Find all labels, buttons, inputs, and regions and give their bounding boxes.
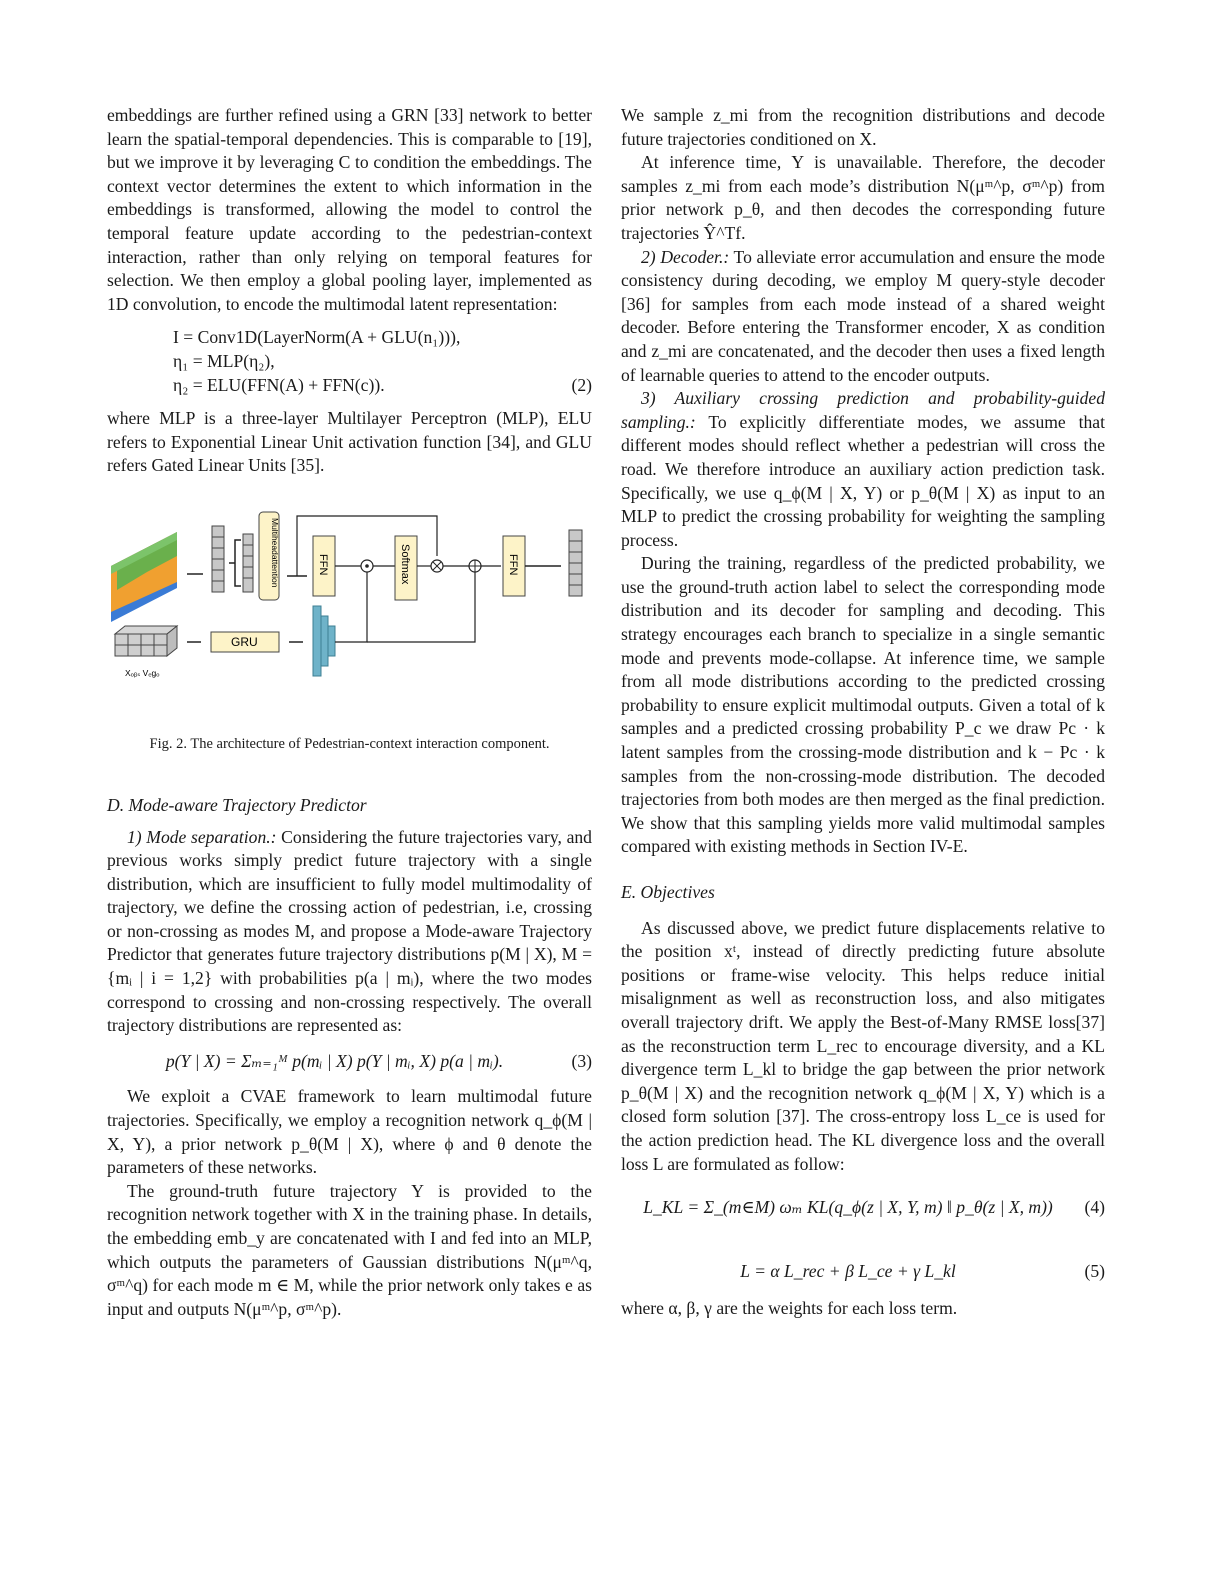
context-image [111, 532, 177, 622]
equation-3-number: (3) [571, 1050, 592, 1071]
equation-5-number: (5) [1084, 1260, 1105, 1281]
equation-4-number: (4) [1084, 1197, 1105, 1218]
right-paragraph-4: 3) Auxiliary crossing prediction and probability-guided sampling.: To explicitly differentiate modes, we assume that different modes should reflect whether a pedestrian will cross the road. We therefore introduce an auxiliary action prediction task. Specifically, we use q_ϕ(M | X, Y) or p_θ(M | X) as input to an MLP to predict the crossing probability for weighting the sampling process. [621, 388, 1105, 550]
right-paragraph-7: where α, β, γ are the weights for each loss term. [621, 1298, 958, 1319]
conv-pyramid [313, 606, 335, 676]
xobs-vego-label: Xₒᵦₛ Vₑgₒ [125, 667, 160, 678]
softmax-label: Softmax [399, 543, 411, 585]
equation-2-line-1: I = Conv1D(LayerNorm(A + GLU(n₁))), [173, 327, 461, 348]
architecture-diagram [107, 506, 592, 706]
right-paragraph-6: As discussed above, we predict future displacements relative to the position xᵗ, instead of directly predicting future absolute positions or frame-wise velocity. This helps reduce initial misalignment as well as reconstruction loss, and also mitigates overall trajectory drift. We apply the Best-of-Many RMSE loss[37] as the reconstruction term L_rec to encourage diversity, and a KL divergence term L_kl to bridge the gap between the prior network p_θ(M | X) and the recognition network q_ϕ(M | X, Y) which is a closed form solution [37]. The cross-entropy loss L_ce is used for the action prediction head. The KL divergence loss and the overall loss L are formulated as follow: [621, 917, 1105, 1174]
left-paragraph-2: where MLP is a three-layer Multilayer Perceptron (MLP), ELU refers to Exponential Linear Unit activation function [34], and GLU refers Gated Linear Units [35]. [107, 408, 592, 476]
output-stack [569, 530, 582, 596]
left-column [107, 104, 592, 1321]
gru-label: GRU [231, 634, 258, 649]
equation-4: L_KL = Σ_(m∈M) ωₘ KL(q_ϕ(z | X, Y, m) ‖ p_θ(z | X, m)) (4) [621, 1196, 1105, 1220]
left-paragraph-1: embeddings are further refined using a GRN [33] network to better learn the spatial-temporal dependencies. This is comparable to [19], but we improve it by leveraging C to condition the embeddings. The context vector determines the extent to which information in the embeddings is transformed, allowing the model to control the temporal feature update according to the pedestrian-context interaction, rather than only relying on temporal features for selection. We then employ a global pooling layer, implemented as 1D convolution, to encode the multimodal latent representation: [107, 105, 592, 314]
context-to-multiply-line [335, 572, 367, 642]
observation-grid [115, 626, 177, 656]
split-bracket [229, 540, 241, 586]
section-d-heading: D. Mode-aware Trajectory Predictor [107, 794, 367, 815]
section-e-heading: E. Objectives [621, 882, 715, 902]
auxiliary-lead: 3) Auxiliary crossing prediction and probability-guided sampling.: [621, 388, 1105, 432]
ffn-1-label: FFN [317, 553, 329, 576]
equation-5: L = α L_rec + β L_ce + γ L_kl (5) [621, 1260, 1105, 1284]
figure-2 [107, 506, 592, 756]
embedding-stack-2 [243, 534, 253, 592]
equation-2-line-2: η₁ = MLP(η₂), [173, 350, 275, 371]
left-paragraph-5: The ground-truth future trajectory Y is provided to the recognition network together with X in the training phase. In details, the embedding emb_y are concatenated with I and fed into an MLP, which outputs the parameters of Gaussian distributions N(μᵐ^q, σᵐ^q) for each mode m ∈ M, while the prior network only takes e as input and outputs N(μᵐ^p, σᵐ^p). [107, 1180, 592, 1319]
right-paragraph-1: We sample z_mi from the recognition distributions and decode future trajectories conditioned on X. [621, 105, 1105, 149]
right-paragraph-5: During the training, regardless of the predicted probability, we use the ground-truth action label to select the corresponding mode distribution and its decoder for sampling and decoding. This strategy encourages each branch to specialize in a single semantic mode and prevents mode-collapse. At inference time, we sample from all mode distributions according to the predicted crossing probability to ensure explicit multimodal outputs. Given a total of k samples and a predicted crossing probability P_c we draw Pc · k latent samples from the crossing-mode distribution and k − Pc · k samples from the non-crossing-mode distribution. The decoded trajectories from both modes are then merged as the final prediction. We show that this sampling yields more valid multimodal samples compared with existing methods in Section IV-E. [621, 553, 1105, 857]
context-to-add-line [367, 572, 475, 642]
equation-2 [107, 326, 592, 397]
mode-separation-lead: 1) Mode separation.: [127, 826, 277, 847]
equation-2-line-3: η₂ = ELU(FFN(A) + FFN(c)). [173, 374, 385, 395]
equation-3: p(Y | X) = Σₘ₌₁ᴹ p(mᵢ | X) p(Y | mᵢ, X) p(a | mᵢ). (3) [107, 1050, 592, 1074]
decoder-lead: 2) Decoder.: [641, 246, 730, 267]
right-paragraph-2: At inference time, Y is unavailable. Therefore, the decoder samples z_mi from each mode’s distribution N(μᵐ^p, σᵐ^p) from prior network p_θ, and then decodes the corresponding future trajectories Ŷ^Tf. [621, 152, 1105, 243]
embedding-stack-1 [212, 526, 224, 592]
right-paragraph-3: 2) Decoder.: To alleviate error accumulation and ensure the mode consistency during decoding, we employ M query-style decoder [36] for samples from each mode instead of a shared weight decoder. Before entering the Transformer encoder, X as condition and z_mi are concatenated, and the decoder then uses a fixed length of learnable queries to attend to the encoder outputs. [621, 246, 1105, 385]
equation-2-number: (2) [571, 374, 592, 395]
left-paragraph-4: We exploit a CVAE framework to learn multimodal future trajectories. Specifically, we employ a recognition network q_ϕ(M | X, Y), a prior network p_θ(M | X), where ϕ and θ denote the parameters of these networks. [107, 1086, 592, 1178]
left-paragraph-3: 1) Mode separation.: Considering the future trajectories vary, and previous works simply predict future trajectory with a single distribution, which are insufficient to fully model multimodality of trajectory, we define the crossing action of pedestrian, i.e, crossing or non-crossing as modes M, and propose a Mode-aware Trajectory Predictor that generates future trajectory distributions p(M | X), M = {mᵢ | i = 1,2} with probabilities p(a | mᵢ), where the two modes correspond to crossing and non-crossing respectively. The overall trajectory distributions are represented as: [107, 826, 592, 1036]
mha-label: Multiheadattention [270, 517, 280, 588]
right-column [621, 104, 1105, 1321]
ffn-2-label: FFN [507, 553, 519, 576]
figure-caption: Fig. 2. The architecture of Pedestrian-context interaction component. [149, 735, 550, 752]
